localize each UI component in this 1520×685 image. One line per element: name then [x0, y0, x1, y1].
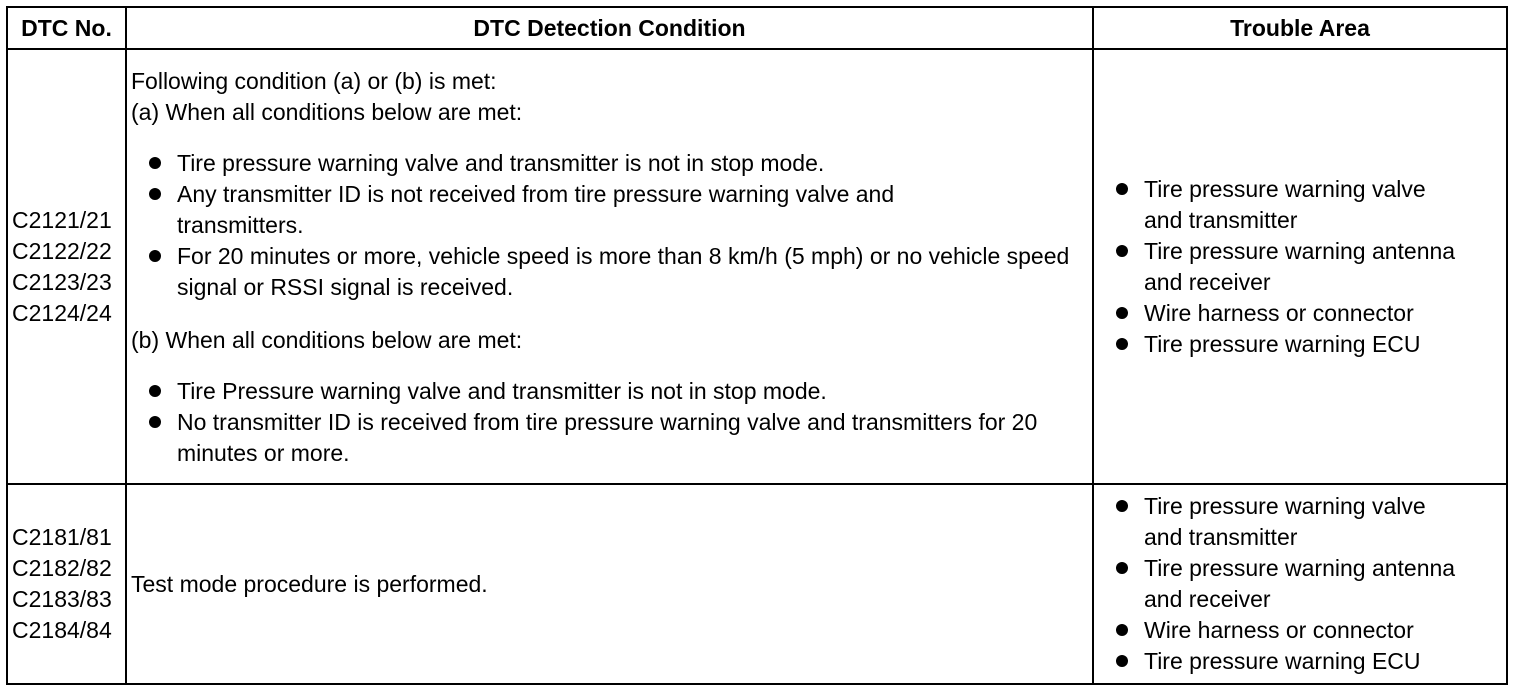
list-item: No transmitter ID is received from tire pressure warning valve and transmitters for 20 minutes or more.	[131, 407, 1084, 469]
header-dtc-no: DTC No.	[7, 7, 126, 49]
condition-b-title: (b) When all conditions below are met:	[131, 327, 523, 353]
list-item: Any transmitter ID is not received from tire pressure warning valve and transmitters.	[131, 179, 1084, 241]
dtc-code: C2183/83	[12, 586, 112, 612]
list-item	[1116, 329, 1498, 360]
dtc-code: C2181/81	[12, 524, 112, 550]
trouble-area-text: Wire harness or connector	[1144, 299, 1414, 326]
trouble-area-text: Tire pressure warning ECU	[1144, 648, 1421, 674]
list-item	[1116, 491, 1498, 553]
condition-intro: Following condition (a) or (b) is met:	[131, 68, 497, 94]
trouble-area-text: and receiver	[1144, 268, 1271, 295]
trouble-area-text: Tire pressure warning antenna	[1144, 555, 1456, 581]
list-item	[1116, 646, 1498, 677]
trouble-area-text: and receiver	[1144, 586, 1271, 612]
table-row	[7, 484, 1507, 684]
header-detection-condition: DTC Detection Condition	[126, 7, 1093, 49]
trouble-area-list	[1116, 174, 1498, 360]
trouble-area-text: and transmitter	[1144, 524, 1298, 550]
list-item: Tire pressure warning valve and transmitter is not in stop mode.	[131, 148, 1084, 179]
condition-b-list	[131, 376, 1084, 469]
dtc-code: C2122/22	[12, 237, 112, 264]
trouble-area-text: Tire pressure warning valve	[1144, 175, 1426, 202]
dtc-code: C2123/23	[12, 268, 112, 295]
dtc-table	[6, 6, 1508, 685]
dtc-code: C2184/84	[12, 617, 112, 643]
detection-condition-cell	[126, 484, 1093, 684]
trouble-area-text: Tire pressure warning ECU	[1144, 330, 1421, 357]
list-item	[1116, 615, 1498, 646]
list-item	[1116, 236, 1498, 298]
list-item	[1116, 553, 1498, 615]
dtc-code: C2124/24	[12, 299, 112, 326]
trouble-area-text: and transmitter	[1144, 206, 1298, 233]
condition-text: Test mode procedure is performed.	[131, 570, 488, 597]
trouble-area-text: Tire pressure warning valve	[1144, 493, 1426, 519]
header-row	[7, 7, 1507, 49]
trouble-area-text: Wire harness or connector	[1144, 617, 1414, 643]
dtc-code: C2182/82	[12, 555, 112, 581]
condition-a-title: (a) When all conditions below are met:	[131, 99, 523, 125]
dtc-code: C2121/21	[12, 206, 112, 233]
trouble-area-cell	[1093, 49, 1507, 484]
list-item: Tire Pressure warning valve and transmitter is not in stop mode.	[131, 376, 1084, 407]
condition-a-list	[131, 148, 1084, 303]
trouble-area-cell	[1093, 484, 1507, 684]
trouble-area-text: Tire pressure warning antenna	[1144, 237, 1456, 264]
trouble-area-list	[1116, 491, 1498, 677]
detection-condition-cell	[126, 49, 1093, 484]
list-item: For 20 minutes or more, vehicle speed is more than 8 km/h (5 mph) or no vehicle speed signal or RSSI signal is received.	[131, 241, 1084, 303]
header-trouble-area: Trouble Area	[1093, 7, 1507, 49]
dtc-table-container	[6, 6, 1508, 685]
list-item	[1116, 298, 1498, 329]
list-item	[1116, 174, 1498, 236]
table-row	[7, 49, 1507, 484]
dtc-codes-cell	[7, 484, 126, 684]
dtc-codes-cell	[7, 49, 126, 484]
